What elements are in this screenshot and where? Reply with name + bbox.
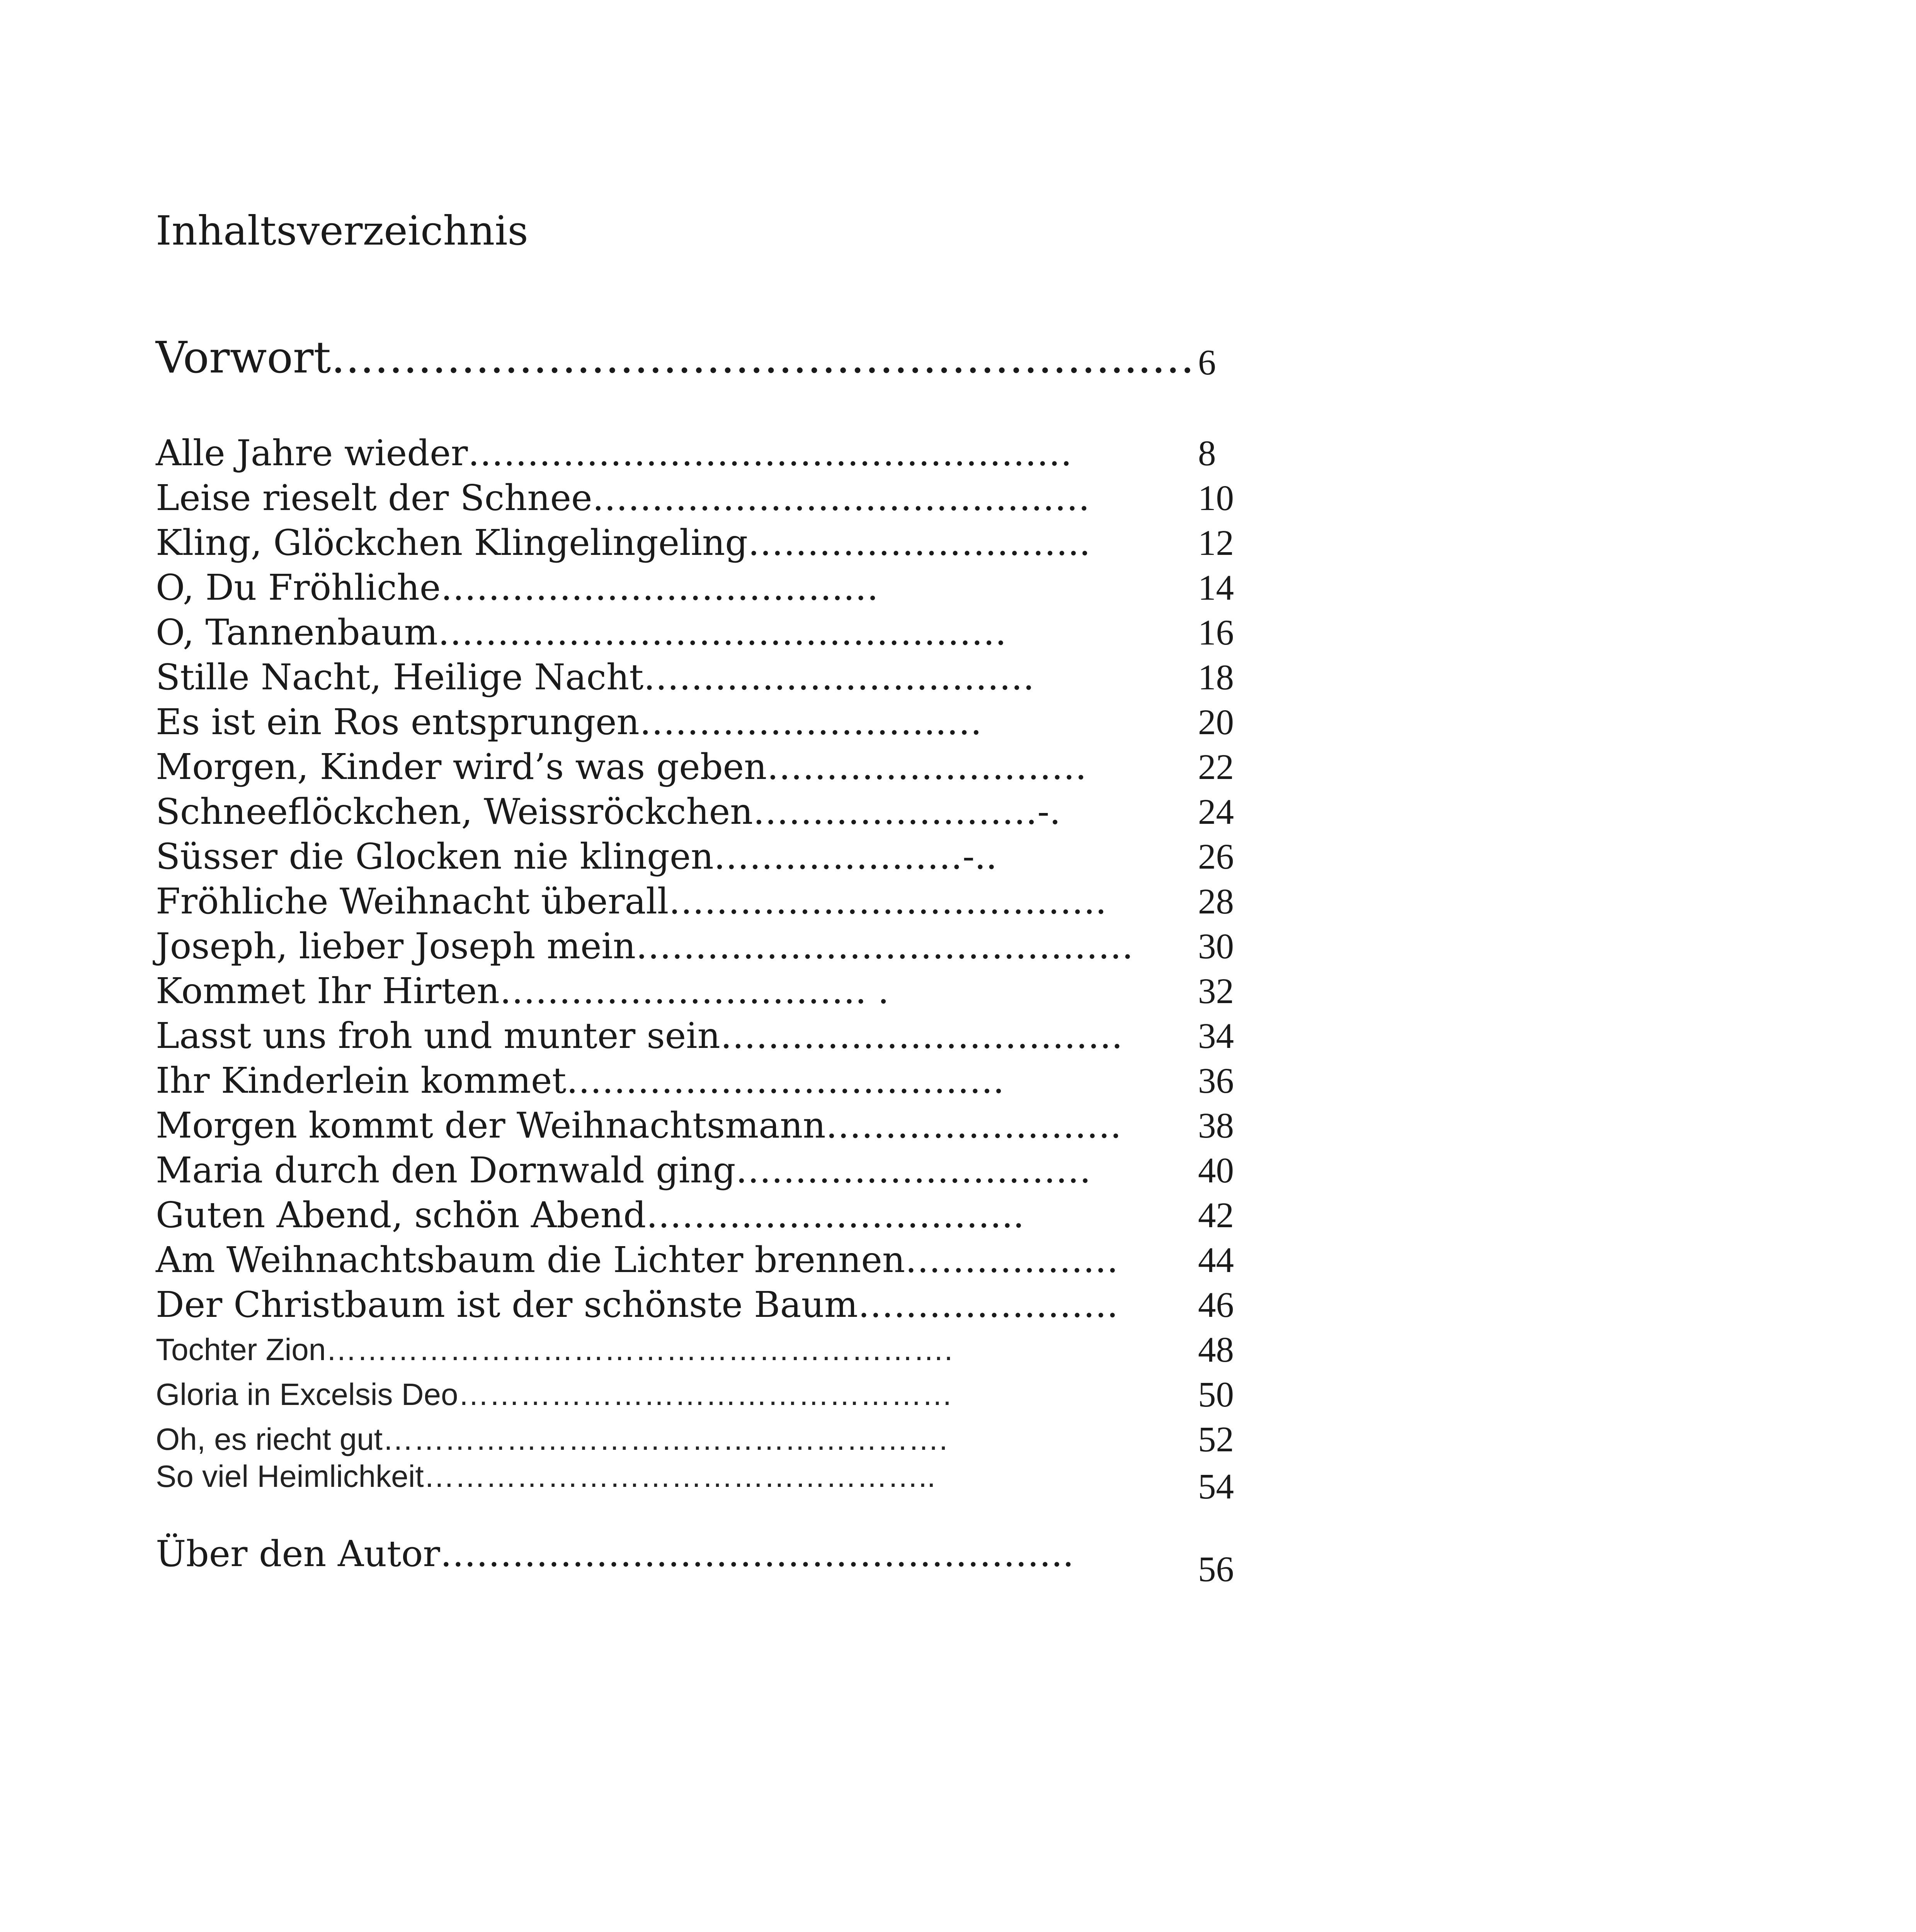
toc-entry — [156, 881, 1234, 922]
toc-entry-title: Fröhliche Weihnacht überall………………………………. — [156, 881, 1107, 922]
toc-entry-page: 24 — [1198, 792, 1234, 832]
toc-entry-page: 46 — [1198, 1285, 1234, 1325]
toc-entry-title: Kling, Glöckchen Klingelingeling……………………….. — [156, 522, 1091, 563]
toc-entry-page: 18 — [1198, 658, 1234, 697]
toc-entry — [156, 970, 1234, 1012]
toc-entry-author — [156, 1533, 1234, 1589]
toc-heading: Inhaltsverzeichnis — [156, 207, 528, 254]
toc-entry-title: Kommet Ihr Hirten…………………………. . — [156, 970, 889, 1012]
toc-entry-page: 56 — [1198, 1549, 1234, 1589]
toc-entry-title: Vorwort………………………………………………...… — [156, 333, 1195, 383]
toc-entry — [156, 1375, 1234, 1415]
toc-entry-title: So viel Heimlichkeit………………………………………….. — [156, 1459, 936, 1493]
toc-entry — [156, 656, 1234, 698]
toc-entry-title: Es ist ein Ros entsprungen……………………..… — [156, 701, 982, 743]
toc-entry — [156, 1330, 1234, 1370]
toc-entry-page: 28 — [1198, 882, 1234, 922]
toc-entry — [156, 432, 1216, 474]
toc-entry-page: 34 — [1198, 1016, 1234, 1056]
toc-entry — [156, 1459, 1234, 1507]
toc-entry — [156, 1150, 1234, 1191]
toc-entry-page: 16 — [1198, 613, 1234, 653]
toc-entry-page: 22 — [1198, 747, 1234, 787]
toc-entry-page: 36 — [1198, 1061, 1234, 1101]
toc-entry — [156, 1239, 1234, 1281]
toc-entry — [156, 477, 1234, 519]
toc-entry-title: Joseph, lieber Joseph mein…………………………………… — [156, 925, 1134, 967]
toc-entry — [156, 612, 1234, 653]
toc-entry-title: Leise rieselt der Schnee…………………………………… — [156, 477, 1090, 519]
toc-entry-title: Schneeflöckchen, Weissröckchen……………………-. — [156, 791, 1061, 832]
toc-entry-title: Morgen kommt der Weihnachtsmann……………………. — [156, 1105, 1121, 1146]
toc-entry-page: 40 — [1198, 1151, 1234, 1190]
toc-entry-page: 54 — [1198, 1467, 1234, 1507]
toc-entry-page: 48 — [1198, 1330, 1234, 1370]
toc-entry-page: 14 — [1198, 568, 1234, 608]
toc-entry-page: 20 — [1198, 702, 1234, 742]
toc-entry-page: 6 — [1198, 343, 1216, 383]
toc-entry — [156, 1284, 1234, 1325]
toc-entry — [156, 701, 1234, 743]
toc-entry-page: 10 — [1198, 478, 1234, 518]
toc-entry — [156, 791, 1234, 832]
toc-entry-title: Lasst uns froh und munter sein……………………………. — [156, 1015, 1123, 1056]
toc-entry-page: 44 — [1198, 1240, 1234, 1280]
toc-entry-preface — [156, 333, 1216, 383]
toc-entry-page: 30 — [1198, 927, 1234, 966]
toc-entry-title: O, Tannenbaum………………………………………… — [156, 612, 1007, 653]
toc-entry — [156, 1060, 1234, 1101]
toc-entry-title: Tochter Zion……………………………………………………. — [156, 1332, 953, 1367]
toc-entry-title: O, Du Fröhliche…………………………….… — [156, 567, 879, 608]
toc-entry — [156, 836, 1234, 877]
toc-entry-page: 12 — [1198, 523, 1234, 563]
toc-entry-title: Guten Abend, schön Abend………………………….. — [156, 1194, 1024, 1236]
toc-entry-title: Süsser die Glocken nie klingen…………………-.. — [156, 836, 997, 877]
toc-entry — [156, 567, 1234, 608]
toc-entry-title: Am Weihnachtsbaum die Lichter brennen……………… — [156, 1239, 1119, 1281]
toc-entry — [156, 1105, 1234, 1146]
toc-entry-title: Alle Jahre wieder…………………………………………… — [156, 432, 1072, 474]
toc-entry — [156, 1015, 1234, 1056]
toc-entry-title: Oh, es riecht gut………………………………………………. — [156, 1422, 948, 1456]
toc-entry-title: Stille Nacht, Heilige Nacht…………………………… — [156, 656, 1035, 698]
toc-entry-title: Ihr Kinderlein kommet………………………………. — [156, 1060, 1004, 1101]
toc-entry — [156, 522, 1234, 563]
toc-entry-page: 8 — [1198, 434, 1216, 473]
toc-entry-title: Der Christbaum ist der schönste Baum…………………. — [156, 1284, 1118, 1325]
toc-entry — [156, 1420, 1234, 1459]
toc-entry-title: Maria durch den Dornwald ging………………………… — [156, 1150, 1091, 1191]
toc-entry-page: 38 — [1198, 1106, 1234, 1146]
toc-entry — [156, 1194, 1234, 1236]
toc-entry-title: Gloria in Excelsis Deo………………………………………… — [156, 1377, 953, 1412]
toc-entry-page: 26 — [1198, 837, 1234, 877]
toc-entry-page: 50 — [1198, 1375, 1234, 1415]
toc-entry-title: Über den Autor…………………………………………….. — [156, 1533, 1074, 1575]
toc-entry-page: 52 — [1198, 1420, 1234, 1459]
toc-entry-page: 32 — [1198, 971, 1234, 1011]
toc-entry-page: 42 — [1198, 1196, 1234, 1235]
toc-entry-title: Morgen, Kinder wird’s was geben……………………… — [156, 746, 1087, 787]
toc-entry — [156, 746, 1234, 787]
toc-entry — [156, 925, 1234, 967]
